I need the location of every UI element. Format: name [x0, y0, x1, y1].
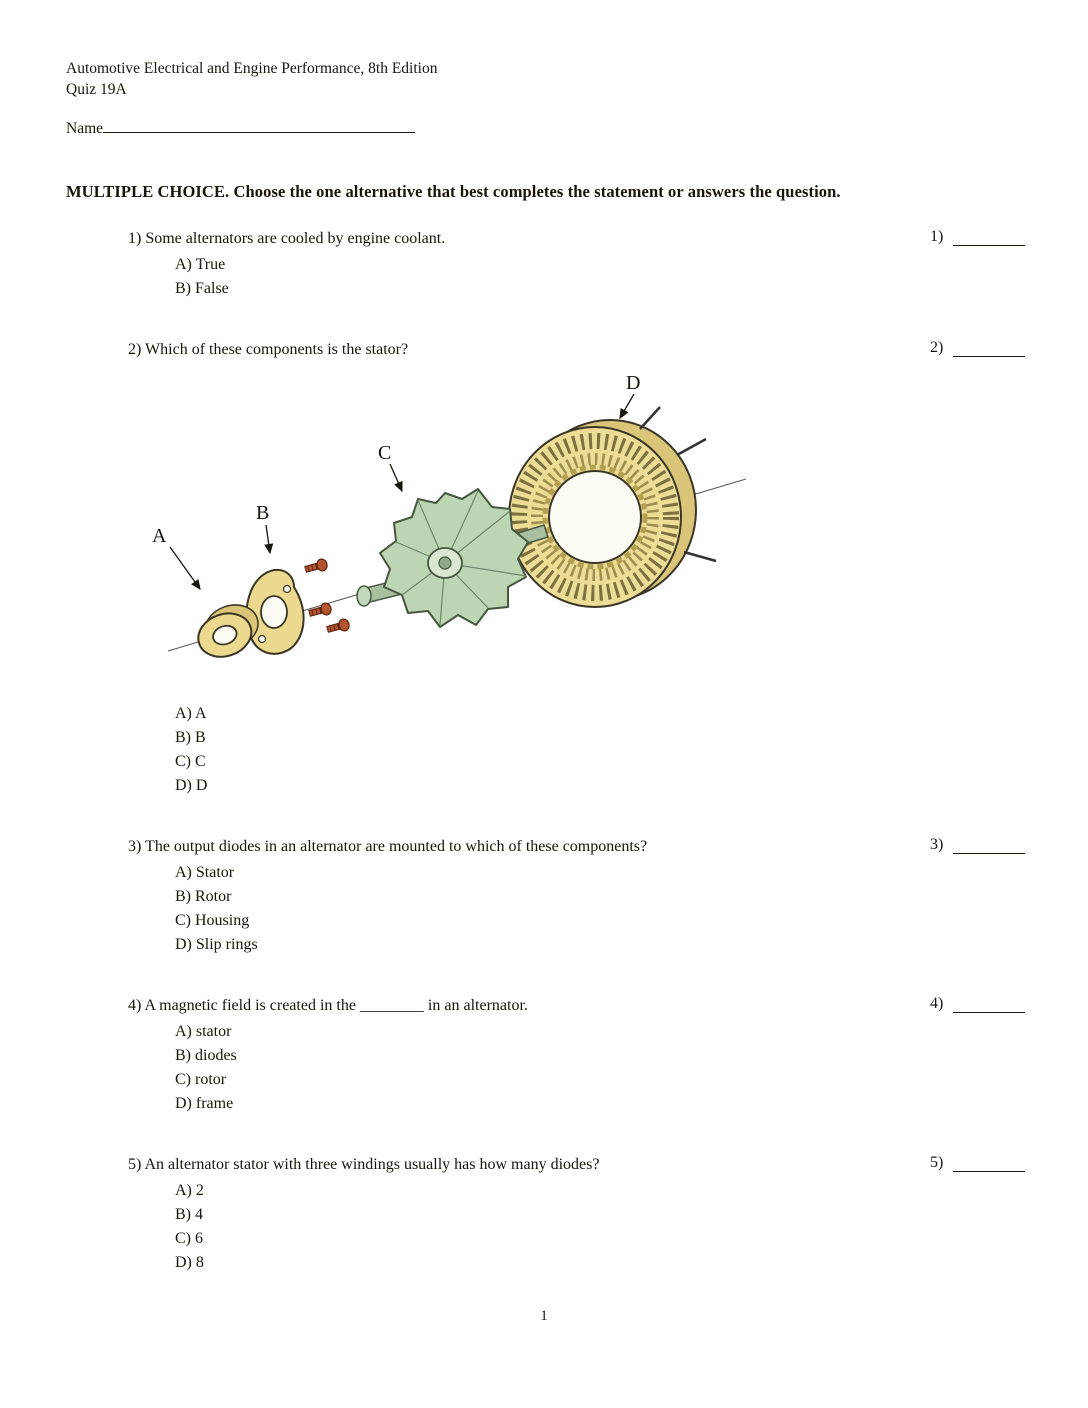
- answer-slot: [930, 339, 1025, 357]
- question-number: 5): [128, 1156, 142, 1173]
- retainer-plate-part: [247, 570, 304, 654]
- answer-blank[interactable]: [953, 1156, 1025, 1172]
- option: B) B: [175, 729, 206, 746]
- screw-icon: [326, 618, 350, 635]
- option-list: [66, 1020, 1025, 1116]
- figure-arrow-a: [170, 547, 200, 589]
- option: D) 8: [175, 1254, 204, 1271]
- question-number: 4): [128, 997, 142, 1014]
- question-3: [66, 836, 1025, 957]
- answer-blank[interactable]: [953, 341, 1025, 357]
- question-text: [66, 836, 930, 858]
- option: C) C: [175, 753, 206, 770]
- document-header: [66, 58, 1025, 100]
- name-label: Name: [66, 120, 104, 137]
- option: B) 4: [175, 1206, 203, 1223]
- question-stem: An alternator stator with three windings usually has how many diodes?: [144, 1156, 600, 1173]
- document-subtitle: Quiz 19A: [66, 81, 127, 98]
- document-title: Automotive Electrical and Engine Performance, 8th Edition: [66, 60, 438, 77]
- question-number: 3): [128, 838, 142, 855]
- option: B) Rotor: [175, 888, 232, 905]
- question-5: [66, 1154, 1025, 1275]
- option: C) Housing: [175, 912, 250, 929]
- question-2: [66, 339, 1025, 798]
- answer-slot: [930, 228, 1025, 246]
- answer-slot: [930, 995, 1025, 1013]
- name-row: [66, 118, 1025, 138]
- figure-arrow-d: [620, 394, 634, 418]
- answer-blank[interactable]: [953, 230, 1025, 246]
- question-number: 2): [128, 341, 142, 358]
- answer-blank[interactable]: [953, 838, 1025, 854]
- option: A) 2: [175, 1182, 204, 1199]
- option: B) diodes: [175, 1047, 237, 1064]
- answer-blank[interactable]: [953, 997, 1025, 1013]
- option-list: [66, 702, 1025, 798]
- answer-number: 1): [930, 228, 944, 245]
- answer-number: 2): [930, 339, 944, 356]
- option: D) frame: [175, 1095, 234, 1112]
- stator-part: [509, 407, 716, 607]
- option-list: [66, 861, 1025, 957]
- answer-slot: [930, 836, 1025, 854]
- question-stem: Which of these components is the stator?: [145, 341, 409, 358]
- figure-label-c: C: [378, 442, 392, 464]
- question-number: 1): [128, 230, 142, 247]
- option-list: [66, 253, 1025, 301]
- option: A) stator: [175, 1023, 232, 1040]
- answer-slot: [930, 1154, 1025, 1172]
- option: C) 6: [175, 1230, 203, 1247]
- page-number: 1: [540, 1308, 548, 1324]
- option: D) D: [175, 777, 208, 794]
- question-text: [66, 995, 930, 1017]
- option: A) Stator: [175, 864, 235, 881]
- option: A) True: [175, 256, 226, 273]
- question-text: [66, 1154, 930, 1176]
- alternator-exploded-figure: [140, 367, 760, 687]
- question-1: [66, 228, 1025, 301]
- question-text: [66, 228, 930, 250]
- question-stem: The output diodes in an alternator are mounted to which of these components?: [145, 838, 648, 855]
- screw-icon: [304, 558, 328, 575]
- answer-number: 5): [930, 1154, 944, 1171]
- option-list: [66, 1179, 1025, 1275]
- figure-wrap: [140, 367, 1025, 692]
- figure-label-a: A: [152, 525, 167, 547]
- option: B) False: [175, 280, 229, 297]
- option: A) A: [175, 705, 207, 722]
- question-stem: Some alternators are cooled by engine coolant.: [145, 230, 446, 247]
- question-text: [66, 339, 930, 361]
- question-4: [66, 995, 1025, 1116]
- option: C) rotor: [175, 1071, 227, 1088]
- question-list: [66, 228, 1025, 1275]
- figure-arrow-b: [266, 525, 270, 553]
- instructions-text: MULTIPLE CHOICE. Choose the one alternative that best completes the statement or answers the question.: [66, 182, 841, 201]
- figure-arrow-c: [390, 464, 402, 491]
- screw-icon: [308, 602, 332, 619]
- option: D) Slip rings: [175, 936, 258, 953]
- figure-label-d: D: [626, 372, 641, 394]
- figure-label-b: B: [256, 502, 270, 524]
- answer-number: 3): [930, 836, 944, 853]
- answer-number: 4): [930, 995, 944, 1012]
- question-stem: A magnetic field is created in the ________ in an alternator.: [144, 997, 528, 1014]
- name-blank[interactable]: [103, 118, 415, 133]
